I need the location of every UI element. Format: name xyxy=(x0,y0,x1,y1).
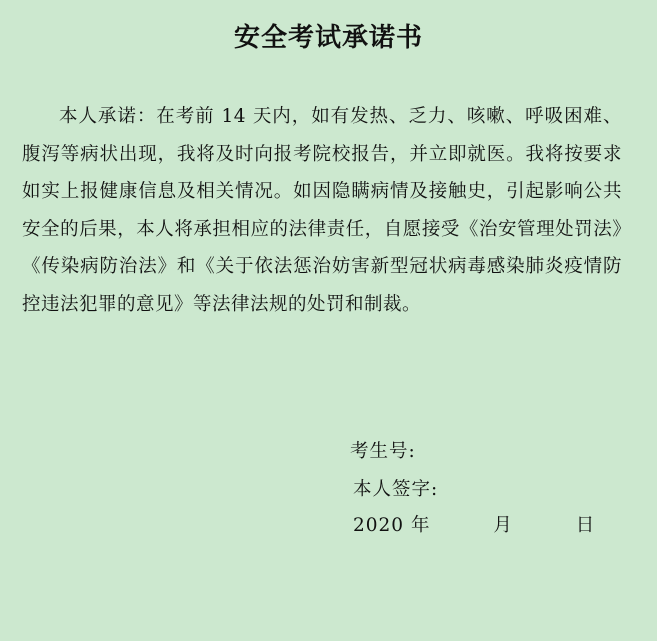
document-title: 安全考试承诺书 xyxy=(233,23,423,53)
date-year-label: 年 xyxy=(410,515,431,536)
exam-number-label: 考生号: xyxy=(350,441,416,462)
date-line xyxy=(353,514,595,538)
date-year: 2020 xyxy=(353,515,405,536)
date-month-label: 月 xyxy=(493,515,513,536)
pledge-paragraph: 本人承诺：在考前 14 天内，如有发热、乏力、咳嗽、呼吸困难、腹泻等病状出现，我将及时向报考院校报告，并立即就医。我将按要求如实上报健康信息及相关情况。如因隐瞒病情及接触史，引起影响公共安全的后果，本人将承担相应的法律责任，自愿接受《治安管理处罚法》《传染病防治法》和《关于依法惩治妨害新型冠状病毒感染肺炎疫情防控违法犯罪的意见》等法律法规的处罚和制裁。 xyxy=(22,106,622,315)
signature-label: 本人签字: xyxy=(353,479,439,500)
date-day-label: 日 xyxy=(575,515,596,536)
